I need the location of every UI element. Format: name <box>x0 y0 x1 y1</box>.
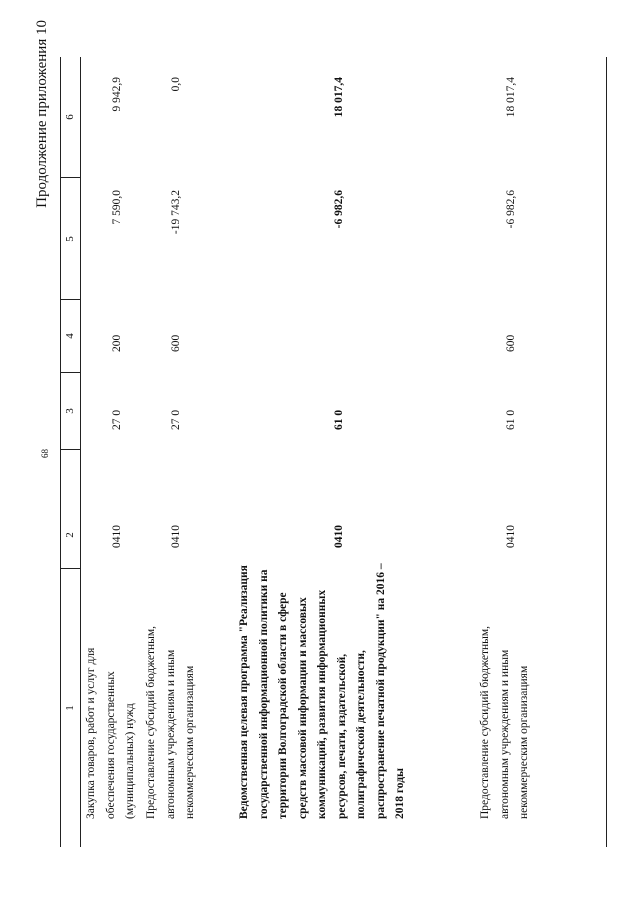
row-col5: -6 982,6 <box>505 190 517 229</box>
col-sep-1 <box>60 568 80 569</box>
table-top-rule <box>60 57 61 847</box>
row-name: Предоставление субсидий бюджетным, автономным учреждениям и иным некоммерческим организациям <box>145 625 196 819</box>
row-code: 0410 <box>505 525 517 548</box>
row-vid: 600 <box>505 334 517 352</box>
col-sep-3 <box>60 372 80 373</box>
row-col5: -6 982,6 <box>333 190 345 229</box>
col-number-6: 6 <box>64 114 76 120</box>
row-target: 61 0 <box>333 409 345 430</box>
row-name: Закупка товаров, работ и услуг для обеспечения государственных (муниципальных) нужд <box>85 647 136 819</box>
col-sep-2 <box>60 449 80 450</box>
row-vid: 600 <box>170 334 182 352</box>
row-name: Ведомственная целевая программа "Реализация государственной информационной политики на территории Волгоградской области в сфере средств массовой информации и массовых коммуникаций, развития информационных ресурсов, печати, издательской, полиграфической деятельности, распространение печатной продукции" на 2016 – 2018 годы <box>238 563 406 819</box>
col-sep-4 <box>60 299 80 300</box>
col-number-3: 3 <box>64 408 76 414</box>
row-col5: 7 590,0 <box>111 190 123 225</box>
row-target: 27 0 <box>170 409 182 430</box>
col-number-5: 5 <box>64 236 76 242</box>
row-code: 0410 <box>170 525 182 548</box>
table-bottom-rule <box>606 57 607 847</box>
row-col6: 18 017,4 <box>505 77 517 118</box>
row-col5: -19 743,2 <box>170 190 182 235</box>
appendix-continuation-title: Продолжение приложения 10 <box>34 20 50 208</box>
row-col6: 9 942,9 <box>111 77 123 112</box>
col-sep-5 <box>60 177 80 178</box>
row-col6: 0,0 <box>170 77 182 92</box>
col-number-1: 1 <box>64 705 76 711</box>
row-code: 0410 <box>333 525 345 548</box>
row-target: 27 0 <box>111 409 123 430</box>
table-header-bottom-rule <box>80 57 81 847</box>
row-code: 0410 <box>111 525 123 548</box>
row-col6: 18 017,4 <box>333 77 345 118</box>
row-name: Предоставление субсидий бюджетным, автономным учреждениям и иным некоммерческим организациям <box>479 625 530 819</box>
page-number: 68 <box>40 449 50 458</box>
col-number-4: 4 <box>64 333 76 339</box>
row-vid: 200 <box>111 334 123 352</box>
row-target: 61 0 <box>505 409 517 430</box>
col-number-2: 2 <box>64 532 76 538</box>
